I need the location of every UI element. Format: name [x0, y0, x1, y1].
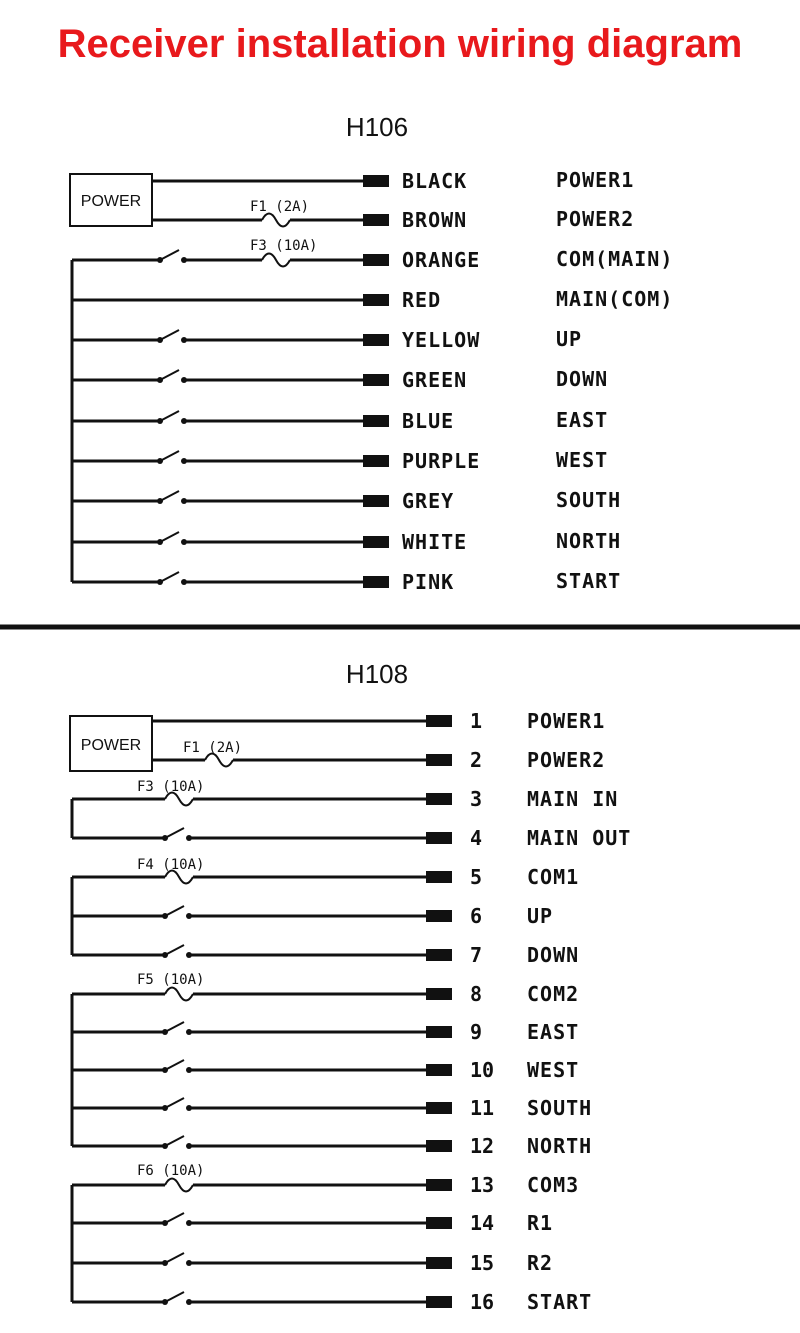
- h108-function-label: NORTH: [527, 1134, 593, 1158]
- h108-terminal-number: 4: [470, 826, 483, 850]
- h106-wire-color-label: GREY: [402, 489, 455, 513]
- h106-wire-color-label: YELLOW: [402, 328, 481, 352]
- h108-switch-7: [162, 945, 192, 958]
- h106-terminal-black: [363, 175, 389, 187]
- h106-wire-color-label: PURPLE: [402, 449, 481, 473]
- h108-terminal-block-16: [426, 1296, 452, 1308]
- h108-function-label: START: [527, 1290, 593, 1314]
- h108-switch-11: [162, 1098, 192, 1111]
- h108-function-label: R2: [527, 1251, 554, 1275]
- h106-model-label: H106: [345, 112, 409, 142]
- h106-terminal-green: [363, 374, 389, 386]
- h106-terminal-yellow: [363, 334, 389, 346]
- h106-terminal-grey: [363, 495, 389, 507]
- h108-terminal-number: 3: [470, 787, 483, 811]
- h108-fuse-f6-label: F6 (10A): [137, 1163, 205, 1179]
- h108-function-label: POWER2: [527, 748, 606, 772]
- h108-function-label: COM2: [527, 982, 580, 1006]
- h108-function-label: WEST: [527, 1058, 580, 1082]
- h108-terminal-number: 13: [470, 1173, 495, 1197]
- h108-function-label: DOWN: [527, 943, 580, 967]
- h108-fuse-f6: [165, 1179, 193, 1192]
- h108-function-label: EAST: [527, 1020, 580, 1044]
- h106-switch-blue: [157, 411, 187, 424]
- h106-wire-color-label: RED: [402, 288, 442, 312]
- h108-terminal-number: 15: [470, 1251, 495, 1275]
- h108-switch-15: [162, 1253, 192, 1266]
- h106-fuse-f3-label: F3 (10A): [250, 238, 318, 254]
- h106-wire-color-label: ORANGE: [402, 248, 481, 272]
- h106-fuse-f3: [262, 254, 290, 267]
- h108-function-label: COM1: [527, 865, 580, 889]
- h106-function-label: POWER2: [556, 207, 635, 231]
- h108-switch-12: [162, 1136, 192, 1149]
- h106-function-label: POWER1: [556, 168, 635, 192]
- h108-terminal-number: 8: [470, 982, 483, 1006]
- h106-fuse-f1: [262, 214, 290, 227]
- h108-terminal-number: 2: [470, 748, 483, 772]
- h108-terminal-block-13: [426, 1179, 452, 1191]
- h108-terminal-block-2: [426, 754, 452, 766]
- h108-wires: [72, 715, 452, 1308]
- h106-terminal-white: [363, 536, 389, 548]
- h108-terminal-block-11: [426, 1102, 452, 1114]
- h108-terminal-block-9: [426, 1026, 452, 1038]
- h108-function-label: COM3: [527, 1173, 580, 1197]
- h108-function-label: SOUTH: [527, 1096, 593, 1120]
- h106-function-label: START: [556, 569, 622, 593]
- h106-function-label: UP: [556, 327, 583, 351]
- h106-wire-color-label: BROWN: [402, 208, 468, 232]
- h106-terminal-brown: [363, 214, 389, 226]
- h106-wire-color-label: GREEN: [402, 368, 468, 392]
- h108-terminal-block-3: [426, 793, 452, 805]
- h108-terminal-number: 6: [470, 904, 483, 928]
- h108-fuse-f3-label: F3 (10A): [137, 779, 205, 795]
- h108-function-label: UP: [527, 904, 554, 928]
- h106-wire-color-label: BLACK: [402, 169, 468, 193]
- h106-section: [70, 112, 673, 594]
- h106-switch-purple: [157, 451, 187, 464]
- h106-switch-green: [157, 370, 187, 383]
- h108-function-label: POWER1: [527, 709, 606, 733]
- h108-terminal-number: 5: [470, 865, 483, 889]
- h108-terminal-number: 9: [470, 1020, 483, 1044]
- h108-terminal-number: 10: [470, 1058, 495, 1082]
- h108-terminal-block-8: [426, 988, 452, 1000]
- h108-terminal-block-4: [426, 832, 452, 844]
- h106-function-label: NORTH: [556, 529, 622, 553]
- h106-switch-grey: [157, 491, 187, 504]
- h106-function-label: EAST: [556, 408, 609, 432]
- h106-labels: [402, 168, 673, 594]
- h106-function-label: COM(MAIN): [556, 247, 674, 271]
- h106-wire-color-label: WHITE: [402, 530, 468, 554]
- h106-switch-pink: [157, 572, 187, 585]
- h108-terminal-number: 11: [470, 1096, 495, 1120]
- h108-terminal-block-6: [426, 910, 452, 922]
- h108-terminal-number: 1: [470, 709, 483, 733]
- h108-switch-10: [162, 1060, 192, 1073]
- h106-function-label: DOWN: [556, 367, 609, 391]
- h108-terminal-block-12: [426, 1140, 452, 1152]
- h108-switch-6: [162, 906, 192, 919]
- h108-switch-9: [162, 1022, 192, 1035]
- h108-switch-14: [162, 1213, 192, 1226]
- h108-terminal-block-1: [426, 715, 452, 727]
- h108-terminal-number: 14: [470, 1211, 495, 1235]
- h108-fuse-f1-label: F1 (2A): [183, 740, 243, 756]
- h106-switch-yellow: [157, 330, 187, 343]
- h108-power-label: POWER: [80, 737, 142, 754]
- h106-wires: [72, 175, 389, 588]
- h108-function-label: R1: [527, 1211, 554, 1235]
- h106-terminal-red: [363, 294, 389, 306]
- h108-function-label: MAIN OUT: [527, 826, 632, 850]
- h106-switch-orange: [157, 250, 187, 263]
- h108-function-label: MAIN IN: [527, 787, 619, 811]
- h108-fuse-f4-label: F4 (10A): [137, 857, 205, 873]
- h106-terminal-orange: [363, 254, 389, 266]
- h108-terminal-block-10: [426, 1064, 452, 1076]
- h106-wire-color-label: BLUE: [402, 409, 455, 433]
- h108-fuse-f5-label: F5 (10A): [137, 972, 205, 988]
- h106-power-label: POWER: [80, 193, 142, 210]
- h106-wire-color-label: PINK: [402, 570, 455, 594]
- h108-terminal-number: 12: [470, 1134, 495, 1158]
- h108-fuse-f5: [165, 988, 193, 1001]
- h106-fuse-f1-label: F1 (2A): [250, 199, 310, 215]
- h108-terminal-number: 7: [470, 943, 483, 967]
- h108-section: [70, 659, 631, 1314]
- h108-terminal-number: 16: [470, 1290, 495, 1314]
- h106-function-label: SOUTH: [556, 488, 622, 512]
- h106-function-label: WEST: [556, 448, 609, 472]
- h108-terminal-block-5: [426, 871, 452, 883]
- h106-terminal-blue: [363, 415, 389, 427]
- h108-switch-16: [162, 1292, 192, 1305]
- h106-switch-white: [157, 532, 187, 545]
- h108-terminal-block-14: [426, 1217, 452, 1229]
- h108-labels: [470, 709, 631, 1314]
- h106-terminal-pink: [363, 576, 389, 588]
- h108-model-label: H108: [345, 659, 409, 689]
- h106-function-label: MAIN(COM): [556, 287, 674, 311]
- h108-terminal-block-7: [426, 949, 452, 961]
- h108-switch-4: [162, 828, 192, 841]
- page-title: Receiver installation wiring diagram: [57, 22, 743, 66]
- h108-terminal-block-15: [426, 1257, 452, 1269]
- h106-terminal-purple: [363, 455, 389, 467]
